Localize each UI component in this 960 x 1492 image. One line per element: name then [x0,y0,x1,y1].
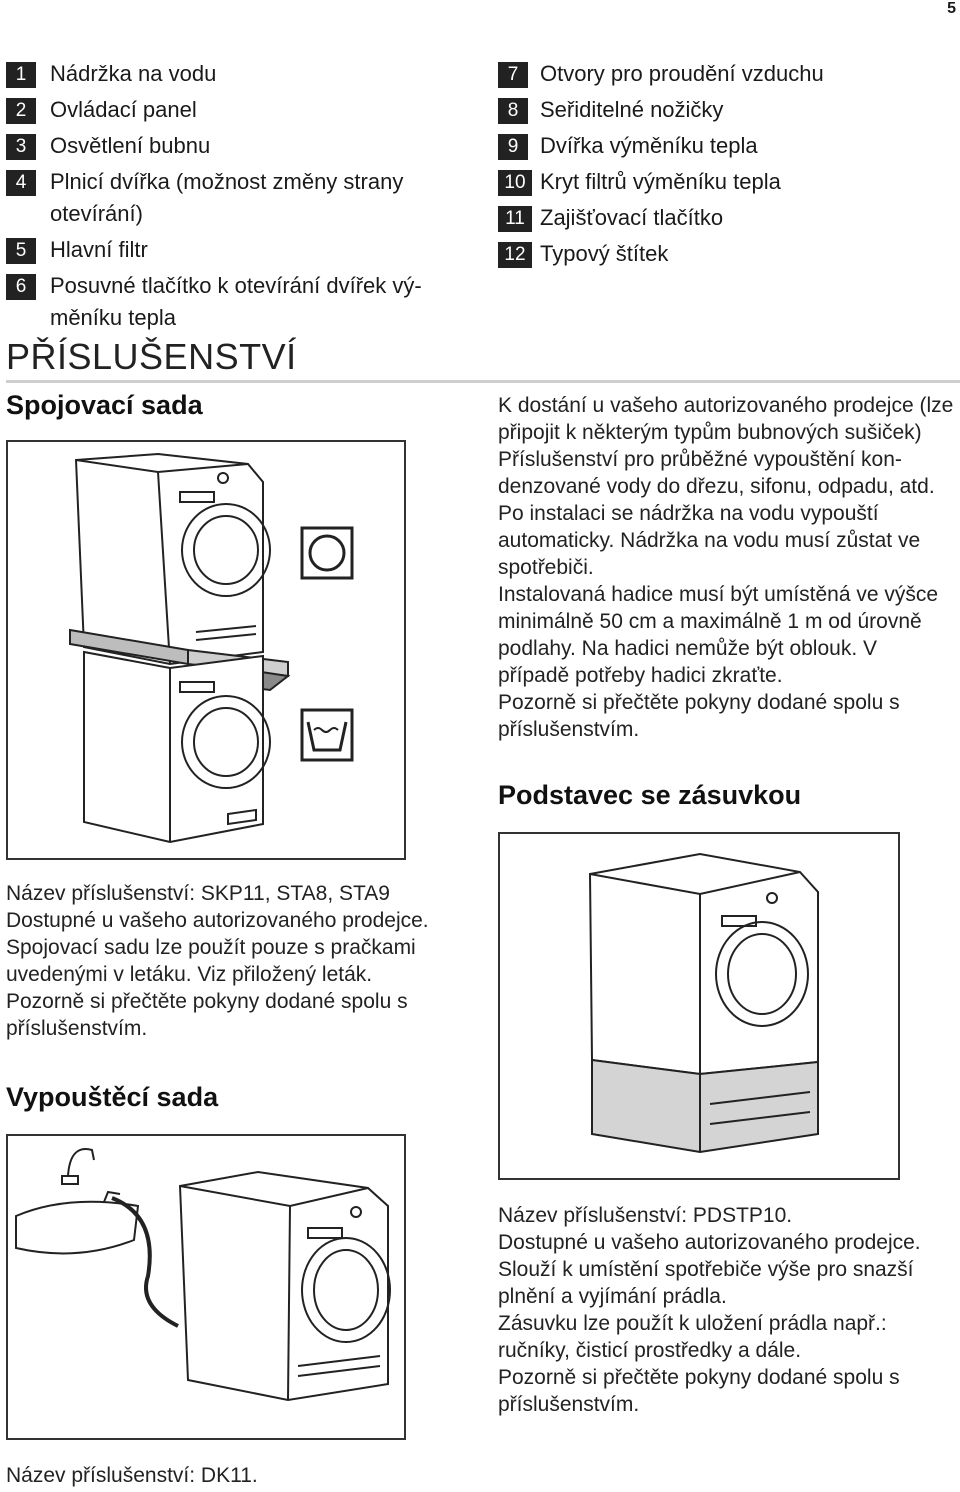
list-item: 11 Zajišťovací tlačítko [498,200,938,236]
stacking-kit-description: Název příslušenství: SKP11, STA8, STA9 Dostupné u vašeho autorizovaného prodejce. Spojovací sadu lze použít pouze s pračkami uvedenými v letáku. Viz přiložený leták. Pozorně si přečtěte pokyny dodané spolu s příslušenstvím. [6,882,429,1040]
item-number: 1 [6,62,36,88]
item-number: 6 [6,274,36,300]
item-number: 2 [6,98,36,124]
drain-kit-name: Název příslušenství: DK11. [6,1464,258,1487]
list-item: 1 Nádržka na vodu [6,56,446,92]
item-number: 4 [6,170,36,196]
item-number: 12 [498,242,532,268]
drain-kit-info: K dostání u vašeho autorizovaného prodejce (lze připojit k některým typům bubnových sušiček) Příslušenství pro průběžné vypouštění kondenzované vody do dřezu, sifonu, odpadu, atd. Po instalaci se nádržka na vodu vypouští automaticky. Nádržka na vodu musí zůstat ve spotřebiči. Instalovaná hadice musí být umístěná ve výšce minimálně 50 cm a maximálně 1 m od úrovně podlahy. Na hadici nemůže být oblouk. V případě potřeby hadici zkraťte. Pozorně si přečtěte pokyny dodané spolu s příslušenstvím. [498,394,954,741]
item-number: 8 [498,98,528,124]
pedestal-figure [498,832,900,1180]
list-item: 9 Dvířka výměníku tepla [498,128,938,164]
drain-kit-heading: Vypouštěcí sada [6,1082,219,1112]
drain-kit-illustration [8,1136,404,1438]
list-item: 12 Typový štítek [498,236,938,272]
stacking-kit-figure [6,440,406,860]
section-divider [6,380,960,383]
stacked-appliances-illustration [8,442,404,858]
item-number: 11 [498,206,532,232]
list-item: 3 Osvětlení bubnu [6,128,446,164]
item-number: 7 [498,62,528,88]
item-number: 9 [498,134,528,160]
item-number: 10 [498,170,532,196]
list-item: 4 Plnicí dvířka (možnost změny strany otevírání) [6,164,450,232]
list-item: 8 Seřiditelné nožičky [498,92,938,128]
list-item: 10 Kryt filtrů výměníku tepla [498,164,938,200]
list-item: 2 Ovládací panel [6,92,446,128]
pedestal-illustration [500,834,898,1178]
parts-list-right [498,56,938,272]
drain-kit-figure [6,1134,406,1440]
list-item: 6 Posuvné tlačítko k otevírání dvířek výměníku tepla [6,268,450,336]
pedestal-description: Název příslušenství: PDSTP10. Dostupné u vašeho autorizovaného prodejce. Slouží k umístění spotřebiče výše pro snazší plnění a vyjímání prádla. Zásuvku lze použít k uložení prádla např.: ručníky, čisticí prostředky a dále. Pozorně si přečtěte pokyny dodané spolu s příslušenstvím. [498,1204,921,1416]
section-title: PŘÍSLUŠENSTVÍ [6,336,297,377]
stacking-kit-heading: Spojovací sada [6,390,203,420]
page-number: 5 [947,0,956,17]
item-number: 3 [6,134,36,160]
list-item: 7 Otvory pro proudění vzduchu [498,56,938,92]
pedestal-heading: Podstavec se zásuvkou [498,780,802,810]
item-number: 5 [6,238,36,264]
parts-list-left [6,56,446,336]
list-item: 5 Hlavní filtr [6,232,446,268]
